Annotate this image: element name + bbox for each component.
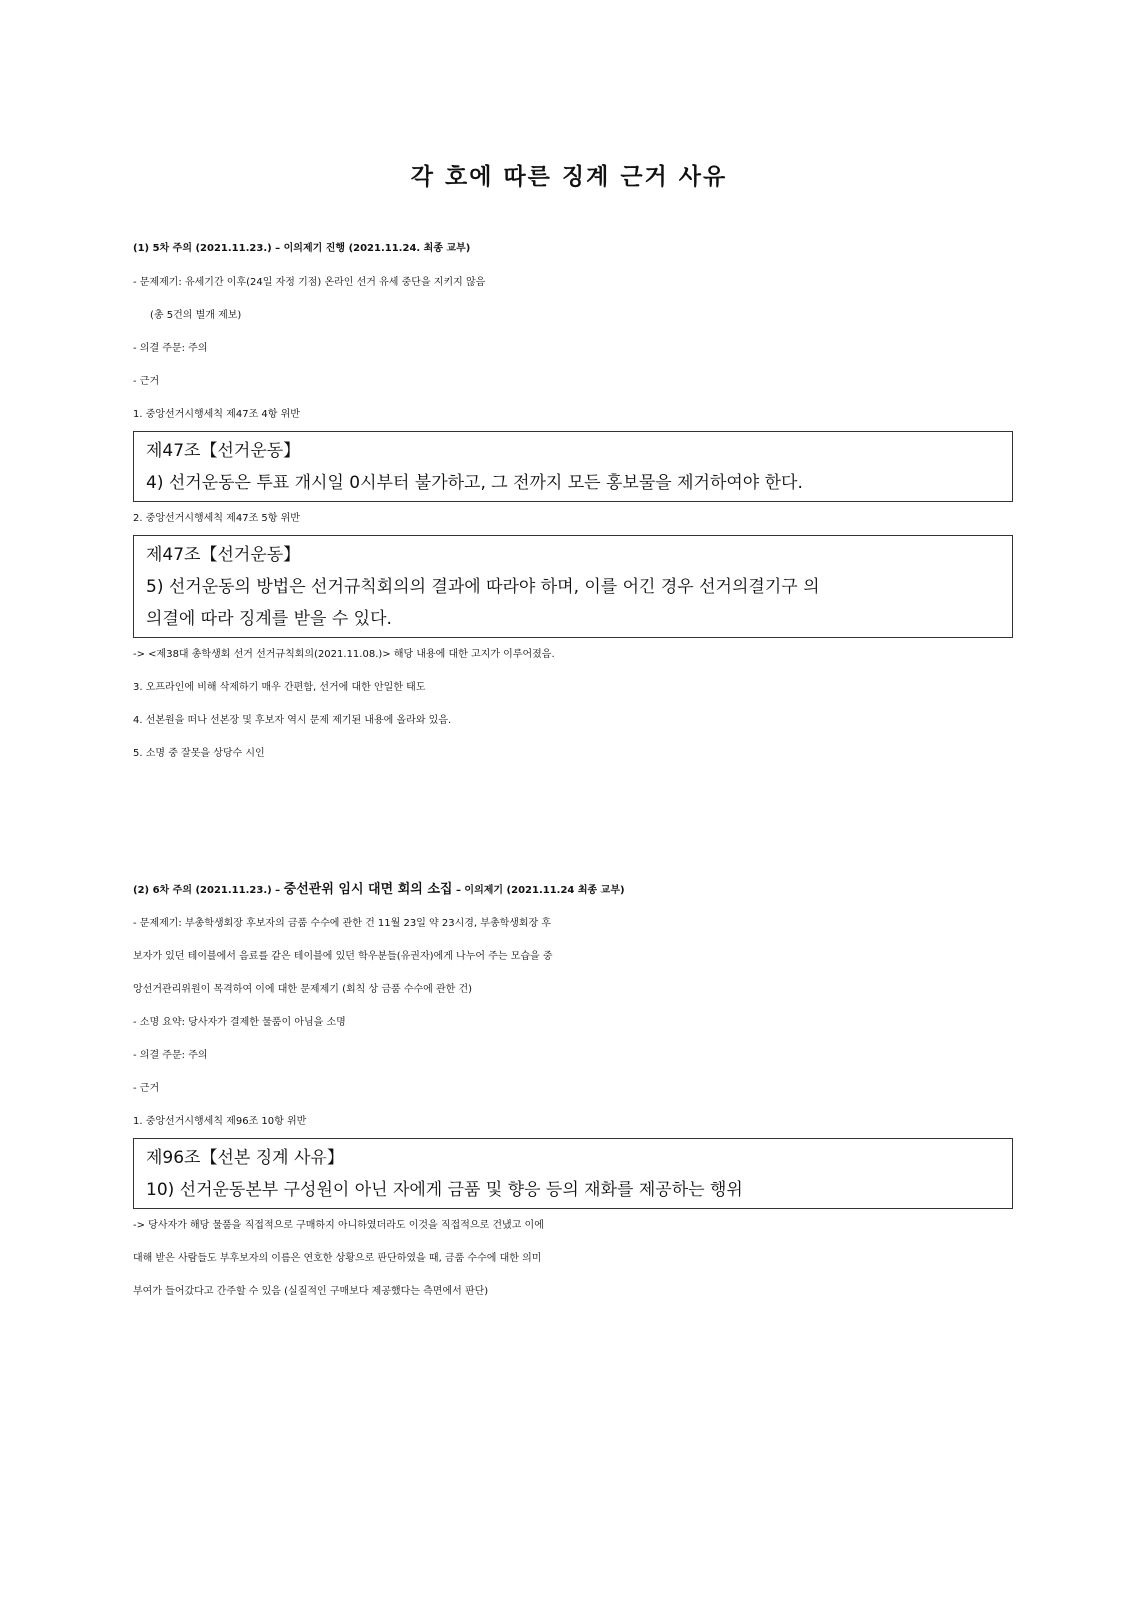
section-2-heading [133,873,1013,907]
article-47-4-box [133,431,1013,502]
grounds-label: - 근거 [133,1083,160,1094]
article-title: 제47조【선거운동】 [146,441,301,461]
ground-2: 2. 중앙선거시행세칙 제47조 5항 위반 [133,513,300,524]
ground-5: 5. 소명 중 잘못을 상당수 시인 [133,748,265,759]
ground-4: 4. 선본원을 떠나 선본장 및 후보자 역시 문제 제기된 내용에 올라와 있음. [133,715,452,726]
issue-line-cont: 보자가 있던 테이블에서 음료를 같은 테이블에 있던 학우분들(유권자)에게 나누어 주는 모습을 중 [133,951,553,962]
judgement-line-cont: 대해 받은 사람들도 부후보자의 이름은 연호한 상황으로 판단하였을 때, 금품 수수에 대한 의미 [133,1253,542,1264]
resolution-line: - 의결 주문: 주의 [133,1050,208,1061]
issue-line: - 문제제기: 유세기간 이후(24일 자정 기점) 온라인 선거 유세 중단을 지키지 않음 [133,277,486,288]
section-2-heading-note: 중선관위 임시 대면 회의 소집 [283,882,453,897]
ground-3: 3. 오프라인에 비해 삭제하기 매우 간편함, 선거에 대한 안일한 태도 [133,682,426,693]
article-title: 제96조【선본 징계 사유】 [146,1148,344,1168]
article-title: 제47조【선거운동】 [146,545,301,565]
article-96-10-box [133,1138,1013,1209]
section-2 [133,873,1013,1308]
issue-line-cont: 앙선거관리위원이 목격하여 이에 대한 문제제기 (회칙 상 금품 수수에 관한 건) [133,984,473,995]
notice-line: -> <제38대 총학생회 선거 선거규칙회의(2021.11.08.)> 해당 내용에 대한 고지가 이루어졌음. [133,649,555,660]
resolution-line: - 의결 주문: 주의 [133,343,208,354]
explanation-summary: - 소명 요약: 당사자가 결제한 물품이 아님을 소명 [133,1017,346,1028]
section-2-heading-start: (2) 6차 주의 (2021.11.23.) – [133,885,281,896]
ground-1: 1. 중앙선거시행세칙 제47조 4항 위반 [133,409,300,420]
section-1-heading: (1) 5차 주의 (2021.11.23.) – 이의제기 진행 (2021.11.24. 최종 교부) [133,243,471,254]
judgement-line-cont: 부여가 들어갔다고 간주할 수 있음 (실질적인 구매보다 제공했다는 측면에서 판단) [133,1286,489,1297]
grounds-label: - 근거 [133,376,160,387]
article-text: 4) 선거운동은 투표 개시일 0시부터 불가하고, 그 전까지 모든 홍보물을 제거하여야 한다. [146,473,803,493]
article-text: 의결에 따라 징계를 받을 수 있다. [146,609,392,629]
section-1 [133,232,1013,770]
ground-1: 1. 중앙선거시행세칙 제96조 10항 위반 [133,1116,307,1127]
article-text: 10) 선거운동본부 구성원이 아닌 자에게 금품 및 향응 등의 재화를 제공하는 행위 [146,1180,743,1200]
report-count-line: (총 5건의 별개 제보) [150,310,242,321]
article-text: 5) 선거운동의 방법은 선거규칙회의의 결과에 따라야 하며, 이를 어긴 경우 선거의결기구 의 [146,577,820,597]
article-47-5-box [133,535,1013,638]
judgement-line: -> 당사자가 해당 물품을 직접적으로 구매하지 아니하였더라도 이것을 직접적으로 건냈고 이에 [133,1220,544,1231]
section-2-heading-end: – 이의제기 (2021.11.24 최종 교부) [455,885,625,896]
document-title: 각 호에 따른 징계 근거 사유 [410,164,728,190]
issue-line: - 문제제기: 부총학생회장 후보자의 금품 수수에 관한 건 11월 23일 약 23시경, 부총학생회장 후 [133,918,552,929]
